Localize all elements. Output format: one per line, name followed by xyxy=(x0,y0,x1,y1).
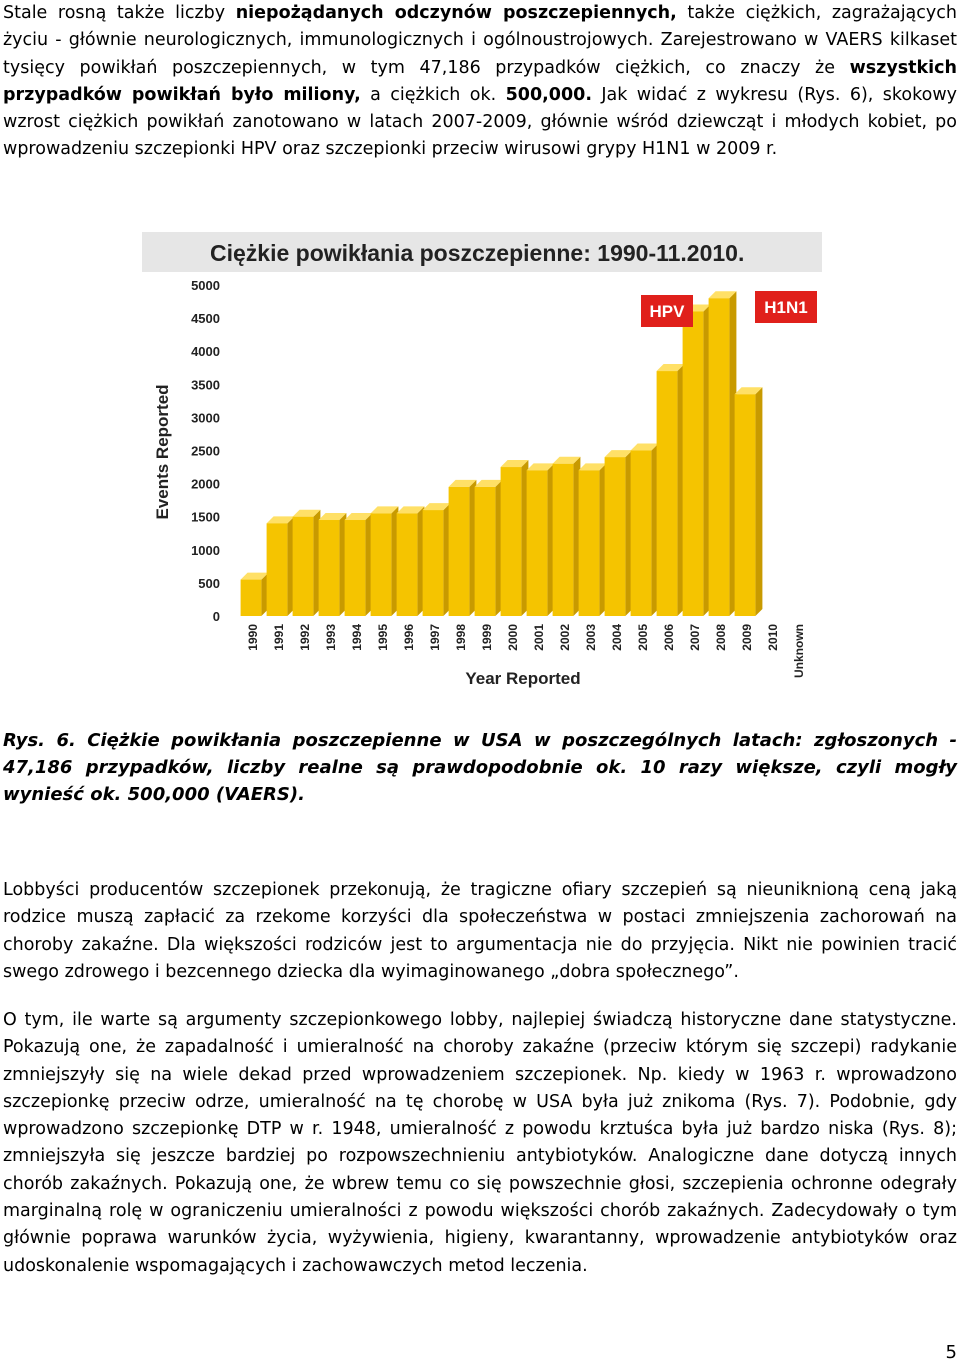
y-tick-label: 1500 xyxy=(191,509,220,525)
text-run: także ciężkich, zagrażających życiu - głównie neurologicznych, immunologicznych i ogólnoustrojowych. Zarejestrowano w VAERS kilkaset tysięcy powikłań poszczepiennych, w tym 47,186 przypadków ciężkich, co znaczy że xyxy=(3,3,957,78)
bar-front xyxy=(371,513,392,616)
paragraph-statistics: O tym, ile warte są argumenty szczepionkowego lobby, najlepiej świadczą historyczne dane statystyczne. Pokazują one, że zapadalność i umieralność na choroby zakaźne (przeciw którym się szczepi) radykanie zmniejszyły się na wiele dekad przed wprowadzeniem szczepionek. Np. kiedy w 1963 r. wprowadzono szczepionkę przeciw odrze, umieralność na tę chorobę w USA była już znikoma (Rys. 7). Podobnie, gdy wprowadzono szczepionkę DTP w r. 1948, umieralność z powodu krztuśca była już bardzo niska (Rys. 8); zmniejszyła się jeszcze bardziej po rozpowszechnieniu antybiotyków. Analogiczne dane dotyczą innych chorób zakaźnych. Pokazują one, że wbrew temu co się powszechnie głosi, szczepienia ochronne odegrały marginalną rolę w ograniczeniu umieralności z powodu większości chorób zakaźnych. Zadecydowały o tym głównie poprawa warunków życia, wyżywienia, higieny, kwarantanny, wprowadzenie antybiotyków oraz udoskonalenie wspomagających i zachowawczych metod leczenia. xyxy=(3,1010,957,1276)
y-tick-label: 2000 xyxy=(191,476,220,492)
y-tick-label: 3500 xyxy=(191,377,220,393)
bar-front xyxy=(345,520,366,616)
bar-front xyxy=(319,520,340,616)
bar-front xyxy=(735,394,756,616)
bar xyxy=(345,513,373,616)
x-tick-label: 2004 xyxy=(610,624,624,651)
bar xyxy=(553,457,581,616)
bar xyxy=(631,444,659,617)
bar-front xyxy=(527,470,548,616)
bar xyxy=(735,387,763,616)
x-tick-label: 2001 xyxy=(532,624,546,651)
x-tick-label: 2009 xyxy=(740,624,754,651)
x-tick-label: 1990 xyxy=(246,624,260,651)
x-tick-label: 1991 xyxy=(272,624,286,651)
text-run: Stale rosną także liczby xyxy=(3,3,236,23)
y-tick-label: 2500 xyxy=(191,443,220,459)
bar xyxy=(579,463,607,616)
x-tick-label: 2002 xyxy=(558,624,572,651)
bold-run: wszystkich przypadków powikłań było miliony, xyxy=(3,57,957,105)
bar-front xyxy=(553,464,574,616)
paragraph-lobbyists: Lobbyści producentów szczepionek przekonują, że tragiczne ofiary szczepień są nieuniknioną ceną jaką rodzice muszą zapłacić za rzekome korzyści dla społeczeństwa w postaci zmniejszenia zachorowań na choroby zakaźne. Dla większości rodziców jest to argumentacja nie do przyjęcia. Nikt nie powinien tracić swego zdrowego i bezcennego dziecka dla wyimaginowanego „dobra społecznego”. xyxy=(3,880,957,982)
bar-front xyxy=(657,371,678,616)
bold-run: niepożądanych odczynów poszczepiennych, xyxy=(235,3,677,23)
y-tick-label: 5000 xyxy=(191,278,220,293)
bar-front xyxy=(709,298,730,616)
x-tick-label: 1996 xyxy=(402,624,416,651)
bar-front xyxy=(631,451,652,617)
y-tick-label: 1000 xyxy=(191,542,220,558)
page-number: 5 xyxy=(945,1342,957,1363)
annotation-text: H1N1 xyxy=(764,298,808,317)
x-tick-label: 2006 xyxy=(662,624,676,651)
bar-chart-figure xyxy=(140,230,822,696)
bold-run: 500,000. xyxy=(505,84,592,105)
bar-front xyxy=(397,513,418,616)
bar xyxy=(605,450,633,616)
bar xyxy=(449,480,477,616)
annotation-text: HPV xyxy=(649,302,685,321)
bar xyxy=(475,480,503,616)
text-run: Jak widać z wykresu (Rys. 6), skokowy wzrost ciężkich powikłań zanotowano w latach 2007-2009, głównie wśród dziewcząt i młodych kobiet, po wprowadzeniu szczepionki HPV oraz szczepionki przeciw wirusowi grypy H1N1 w 2009 r. xyxy=(3,84,957,160)
x-tick-label: 2008 xyxy=(714,624,728,651)
bar xyxy=(371,506,399,616)
bar xyxy=(709,291,737,616)
x-tick-label: 1995 xyxy=(376,624,390,651)
x-tick-label: 2007 xyxy=(688,624,702,651)
x-tick-label: Unknown xyxy=(792,624,806,678)
y-tick-label: 0 xyxy=(212,609,220,624)
x-tick-label: 2010 xyxy=(766,624,780,651)
x-tick-label: 1994 xyxy=(350,624,364,651)
bar xyxy=(293,510,321,616)
y-tick-label: 500 xyxy=(198,575,220,591)
bar xyxy=(397,506,425,616)
bar-front xyxy=(449,487,470,616)
bar-front xyxy=(683,311,704,616)
x-axis-title: Year Reported xyxy=(465,669,581,688)
bar-front xyxy=(241,580,262,616)
x-tick-label: 1997 xyxy=(428,624,442,651)
x-tick-label: 1999 xyxy=(480,624,494,651)
bar-front xyxy=(475,487,496,616)
x-tick-label: 1992 xyxy=(298,624,312,651)
bar xyxy=(683,304,711,616)
x-tick-label: 1993 xyxy=(324,624,338,651)
bar-front xyxy=(267,523,288,616)
bar-front xyxy=(501,467,522,616)
y-tick-label: 3000 xyxy=(191,410,220,426)
bar-front xyxy=(579,470,600,616)
text-run: a ciężkich ok. xyxy=(360,84,506,105)
bar xyxy=(241,573,269,616)
bar-side xyxy=(755,387,762,616)
x-tick-label: 2000 xyxy=(506,624,520,651)
bar-front xyxy=(423,510,444,616)
bar xyxy=(527,463,555,616)
annotation-label xyxy=(641,295,693,327)
chart-title: Ciężkie powikłania poszczepienne: 1990-11.2010. xyxy=(210,240,745,266)
x-tick-label: 2005 xyxy=(636,624,650,651)
bar xyxy=(657,364,685,616)
figure-caption: Rys. 6. Ciężkie powikłania poszczepienne w USA w poszczególnych latach: zgłoszonych - 47,186 przypadków, liczby realne są prawdopodobnie ok. 10 razy większe, czyli mogły wynieść ok. 500,000 (VAERS). xyxy=(3,730,957,805)
bar xyxy=(267,516,295,616)
x-tick-label: 1998 xyxy=(454,624,468,651)
bar xyxy=(319,513,347,616)
y-tick-label: 4500 xyxy=(191,311,220,327)
bar-front xyxy=(605,457,626,616)
annotation-label xyxy=(755,291,817,323)
bar-chart xyxy=(140,230,822,696)
intro-paragraph xyxy=(3,0,957,164)
y-tick-label: 4000 xyxy=(191,344,220,360)
bar-front xyxy=(293,517,314,616)
bar xyxy=(423,503,451,616)
bar xyxy=(501,460,529,616)
y-axis-title: Events Reported xyxy=(153,384,172,520)
x-tick-label: 2003 xyxy=(584,624,598,651)
